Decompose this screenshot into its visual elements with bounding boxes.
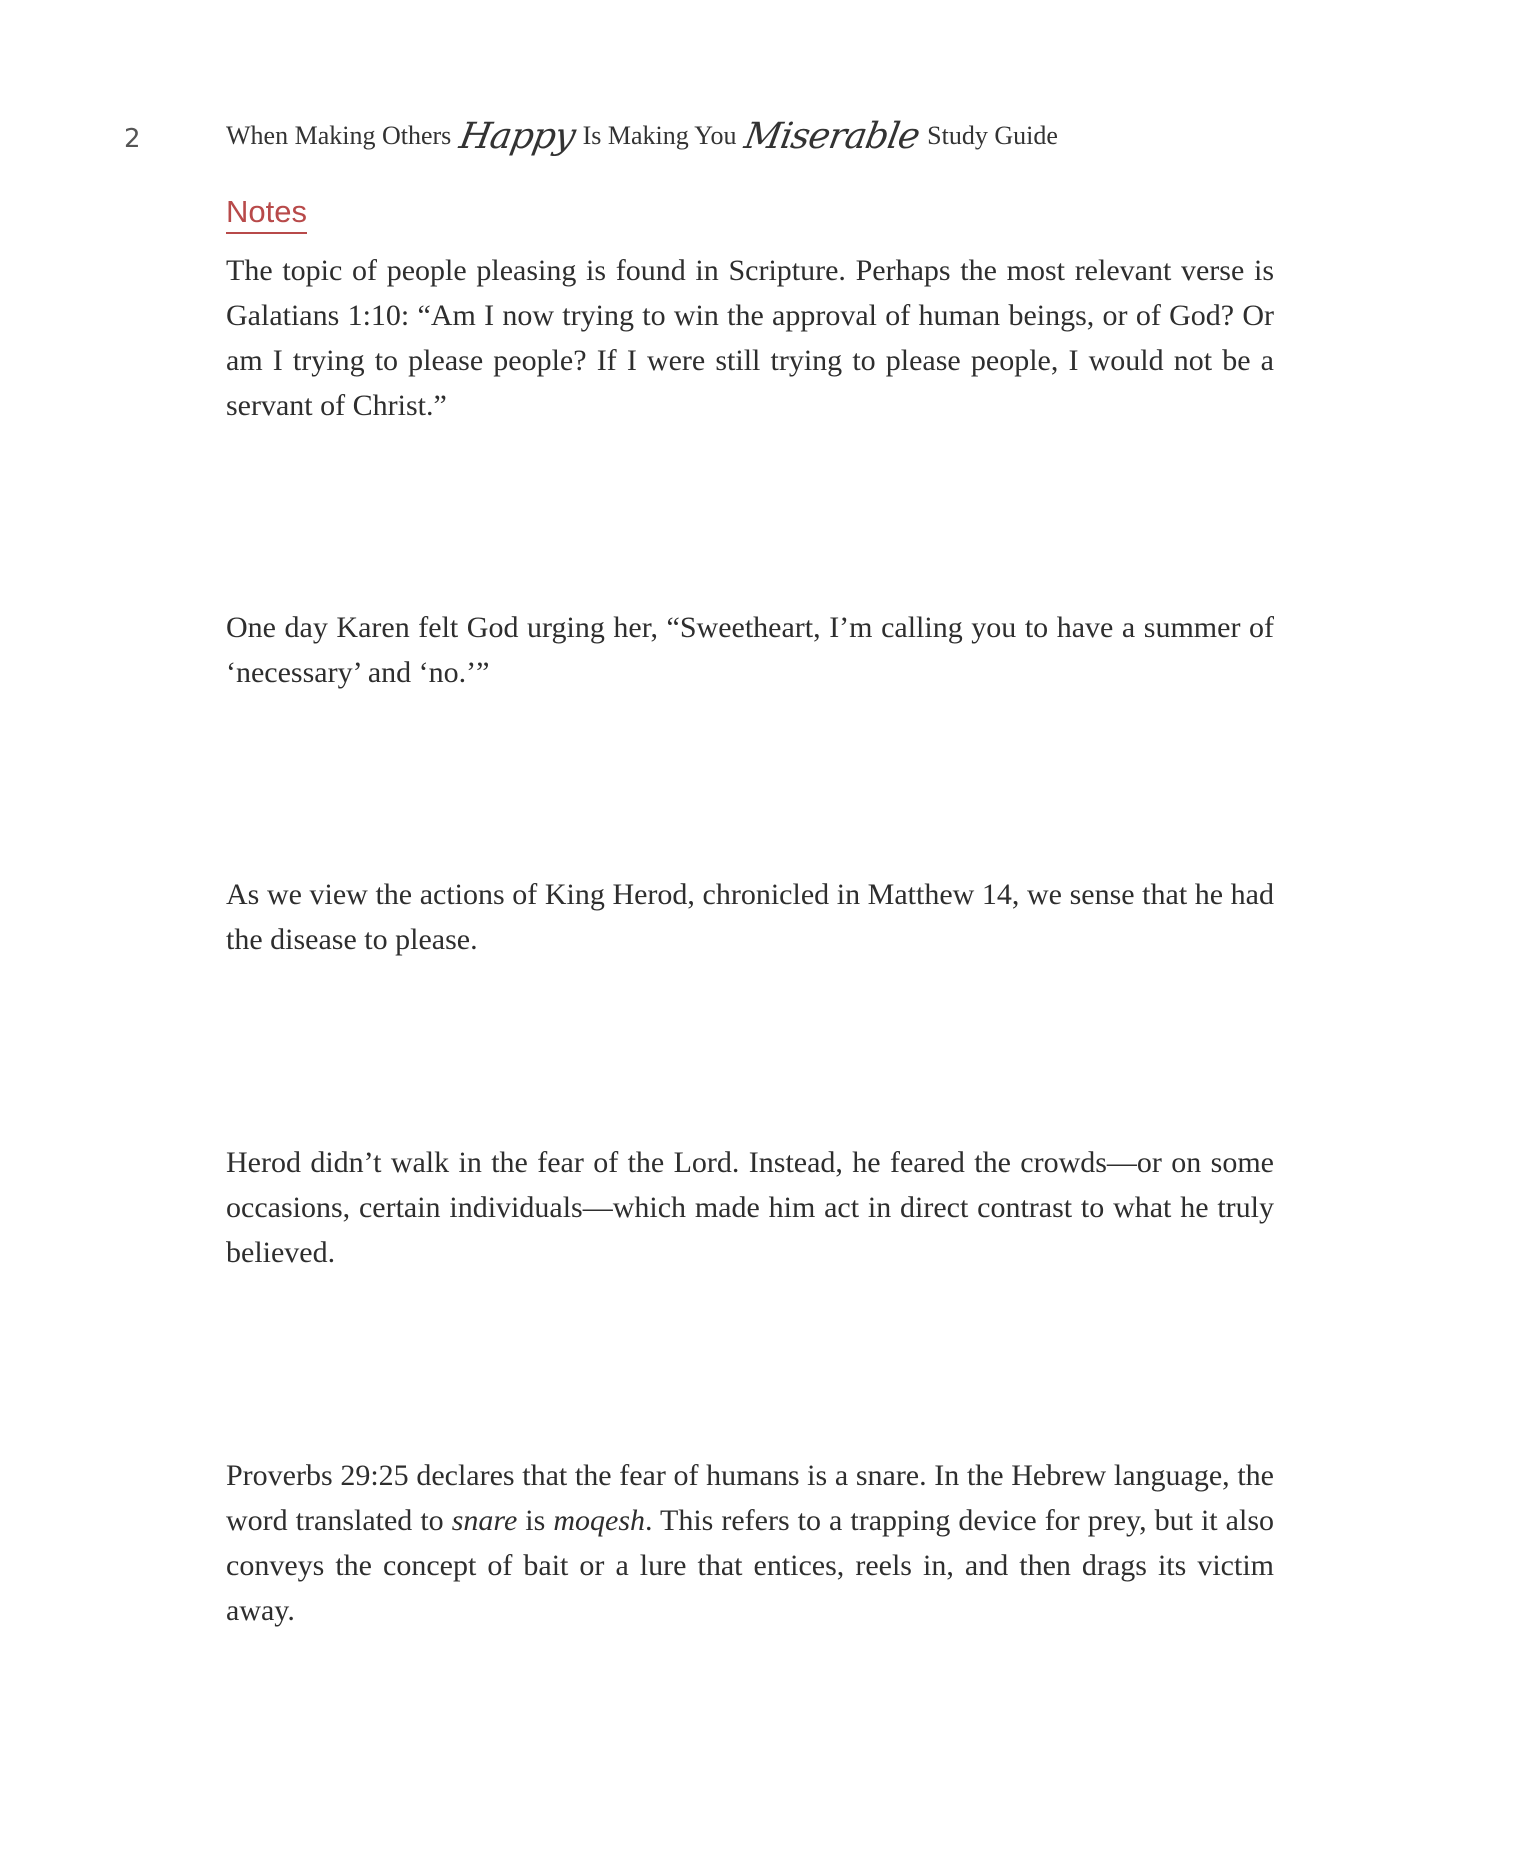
paragraph-king-herod: As we view the actions of King Herod, chronicled in Matthew 14, we sense that he had the disease to please. <box>226 878 1274 956</box>
section-label-notes: Notes <box>226 194 307 234</box>
page-number: 2 <box>124 124 141 154</box>
running-head-script-happy: Happy <box>456 116 578 157</box>
running-head <box>226 116 1058 157</box>
paragraph-proverbs-text-b: is <box>517 1504 554 1537</box>
paragraph-galatians: The topic of people pleasing is found in Scripture. Perhaps the most relevant verse is Galatians 1:10: “Am I now trying to win the approval of human beings, or of God? Or am I trying to please people? If I were still trying to please people, I would not be a servant of Christ.” <box>226 254 1274 422</box>
running-head-part-1: When Making Others <box>226 121 452 150</box>
paragraph-proverbs-text-a: Proverbs 29:25 declares that the fear of humans is a snare. In the Hebrew language, the word translated to <box>226 1459 1274 1537</box>
paragraph-herod-fear: Herod didn’t walk in the fear of the Lord. Instead, he feared the crowds—or on some occasions, certain individuals—which made him act in direct contrast to what he truly believed. <box>226 1146 1274 1269</box>
paragraph-proverbs <box>226 1453 1274 1633</box>
paragraph-karen: One day Karen felt God urging her, “Sweetheart, I’m calling you to have a summer of ‘necessary’ and ‘no.’” <box>226 611 1274 689</box>
paragraph-proverbs-text-c: . This refers to a trapping device for prey, but it also conveys the concept of bait or a lure that entices, reels in, and then drags its victim away. <box>226 1504 1274 1627</box>
running-head-part-3: Study Guide <box>927 121 1058 150</box>
running-head-script-miserable: Miserable <box>741 116 923 157</box>
term-snare: snare <box>451 1504 518 1537</box>
term-moqesh: moqesh <box>553 1504 645 1537</box>
running-head-part-2: Is Making You <box>582 121 737 150</box>
